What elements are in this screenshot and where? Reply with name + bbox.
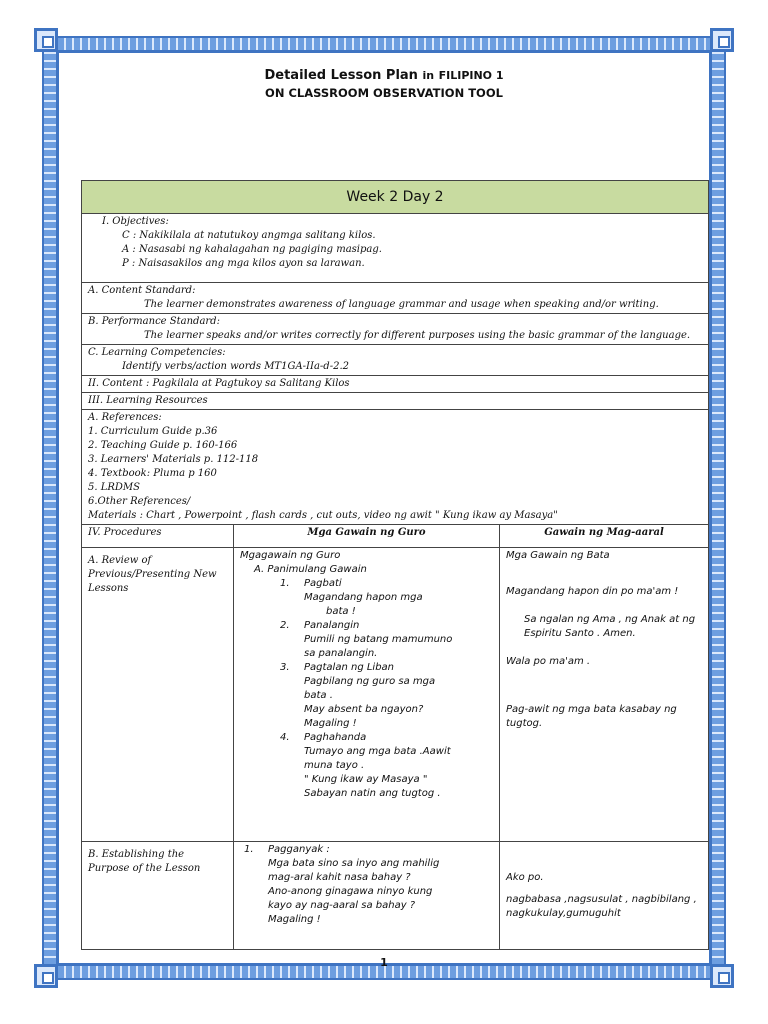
step-item: 3. Pagtalan ng Liban Pagbilang ng guro sa mga bata . May absent ba ngayon? Magaling !	[280, 661, 493, 731]
student-response: Sa ngalan ng Ama , ng Anak at ng Espiritu Santo . Amen.	[524, 614, 696, 639]
competencies-row	[82, 345, 709, 376]
student-response: Wala po ma'am .	[506, 656, 591, 667]
reference-item: 5. LRDMS	[88, 482, 140, 493]
references-row	[82, 410, 709, 525]
performance-standard-cell	[82, 314, 709, 345]
content-standard-row	[82, 283, 709, 314]
reference-item: 6.Other References/	[88, 496, 191, 507]
content-standard-heading: A. Content Standard:	[88, 285, 196, 296]
student-response: nagbabasa ,nagsusulat , nagbibilang , nagkukulay,gumuguhit	[506, 894, 697, 919]
references-heading: A. References:	[88, 412, 162, 423]
content-line: II. Content : Pagkilala at Pagtukoy sa Salitang Kilos	[82, 376, 709, 393]
review-label: A. Review of Previous/Presenting New Lessons	[82, 548, 234, 842]
purpose-student-cell	[500, 842, 709, 950]
reference-item: 2. Teaching Guide p. 160-166	[88, 440, 238, 451]
student-column-header: Gawain ng Mag-aaral	[500, 525, 709, 548]
border-right	[710, 50, 726, 966]
week-label: Week 2 Day 2	[82, 181, 709, 214]
document-title	[0, 68, 768, 83]
document-subtitle: ON CLASSROOM OBSERVATION TOOL	[265, 86, 503, 100]
procedures-heading: IV. Procedures	[82, 525, 234, 548]
reference-item: 4. Textbook: Pluma p 160	[88, 468, 217, 479]
purpose-teacher-cell	[234, 842, 500, 950]
performance-standard-heading: B. Performance Standard:	[88, 316, 220, 327]
step-item: 4. Paghahanda Tumayo ang mga bata .Aawit muna tayo . " Kung ikaw ay Masaya " Sabayan natin ang tugtog .	[280, 731, 493, 801]
section-heading: A. Panimulang Gawain	[254, 564, 367, 575]
step-title: Panalangin	[304, 620, 360, 631]
corner-ornament	[34, 28, 58, 52]
step-title: Pagtalan ng Liban	[304, 662, 395, 673]
student-response: Ako po.	[506, 872, 544, 883]
step-item: 2. Panalangin Pumili ng batang mamumuno sa panalangin.	[280, 619, 493, 661]
title-in: in	[422, 69, 435, 82]
objectives-heading: I. Objectives:	[102, 216, 169, 227]
performance-standard-text: The learner speaks and/or writes correctly for different purposes using the basic grammar of the language.	[144, 330, 691, 341]
week-row	[82, 181, 709, 214]
student-response: Magandang hapon din po ma'am !	[506, 586, 679, 597]
student-activities-heading: Mga Gawain ng Bata	[506, 550, 610, 561]
step-title: Paghahanda	[304, 732, 367, 743]
references-cell	[82, 410, 709, 525]
steps-list	[240, 577, 493, 801]
step-item: 1. Pagganyak : Mga bata sino sa inyo ang mahilig mag-aral kahit nasa bahay ? Ano-anong ginagawa ninyo kung kayo ay nag-aaral sa bahay ? Magaling !	[244, 843, 493, 927]
materials-line: Materials : Chart , Powerpoint , flash cards , cut outs, video ng awit " Kung ikaw ay Masaya"	[88, 510, 558, 521]
purpose-row	[82, 842, 709, 950]
competencies-cell	[82, 345, 709, 376]
content-standard-text: The learner demonstrates awareness of language grammar and usage when speaking and/or writing.	[144, 299, 659, 310]
reference-item: 1. Curriculum Guide p.36	[88, 426, 218, 437]
procedures-header-row	[82, 525, 709, 548]
competencies-heading: C. Learning Competencies:	[88, 347, 226, 358]
review-row	[82, 548, 709, 842]
purpose-label: B. Establishing the Purpose of the Lesson	[82, 842, 234, 950]
step-item: 1. Pagbati Magandang hapon mga bata !	[280, 577, 493, 619]
objectives-cell	[82, 214, 709, 283]
resources-line: III. Learning Resources	[82, 393, 709, 410]
content-standard-cell	[82, 283, 709, 314]
student-response: Pag-awit ng mga bata kasabay ng tugtog.	[506, 704, 677, 729]
lesson-plan-table	[81, 180, 709, 950]
objective-psychomotor: P : Naisasakilos ang mga kilos ayon sa larawan.	[122, 258, 365, 269]
title-prefix: Detailed Lesson Plan	[264, 68, 418, 83]
page-number: 1	[380, 956, 388, 969]
objective-affective: A : Nasasabi ng kahalagahan ng pagiging masipag.	[122, 244, 382, 255]
objectives-row	[82, 214, 709, 283]
teacher-column-header: Mga Gawain ng Guro	[234, 525, 500, 548]
teacher-activities-heading: Mgagawain ng Guro	[240, 550, 341, 561]
competencies-text: Identify verbs/action words MT1GA-IIa-d-2.2	[122, 361, 349, 372]
corner-ornament	[710, 28, 734, 52]
title-subject: FILIPINO 1	[438, 69, 504, 82]
performance-standard-row	[82, 314, 709, 345]
review-teacher-cell	[234, 548, 500, 842]
review-student-cell	[500, 548, 709, 842]
step-title: Pagganyak :	[268, 844, 330, 855]
objective-cognitive: C : Nakikilala at natutukoy angmga salitang kilos.	[122, 230, 376, 241]
step-title: Pagbati	[304, 578, 342, 589]
reference-item: 3. Learners' Materials p. 112-118	[88, 454, 259, 465]
